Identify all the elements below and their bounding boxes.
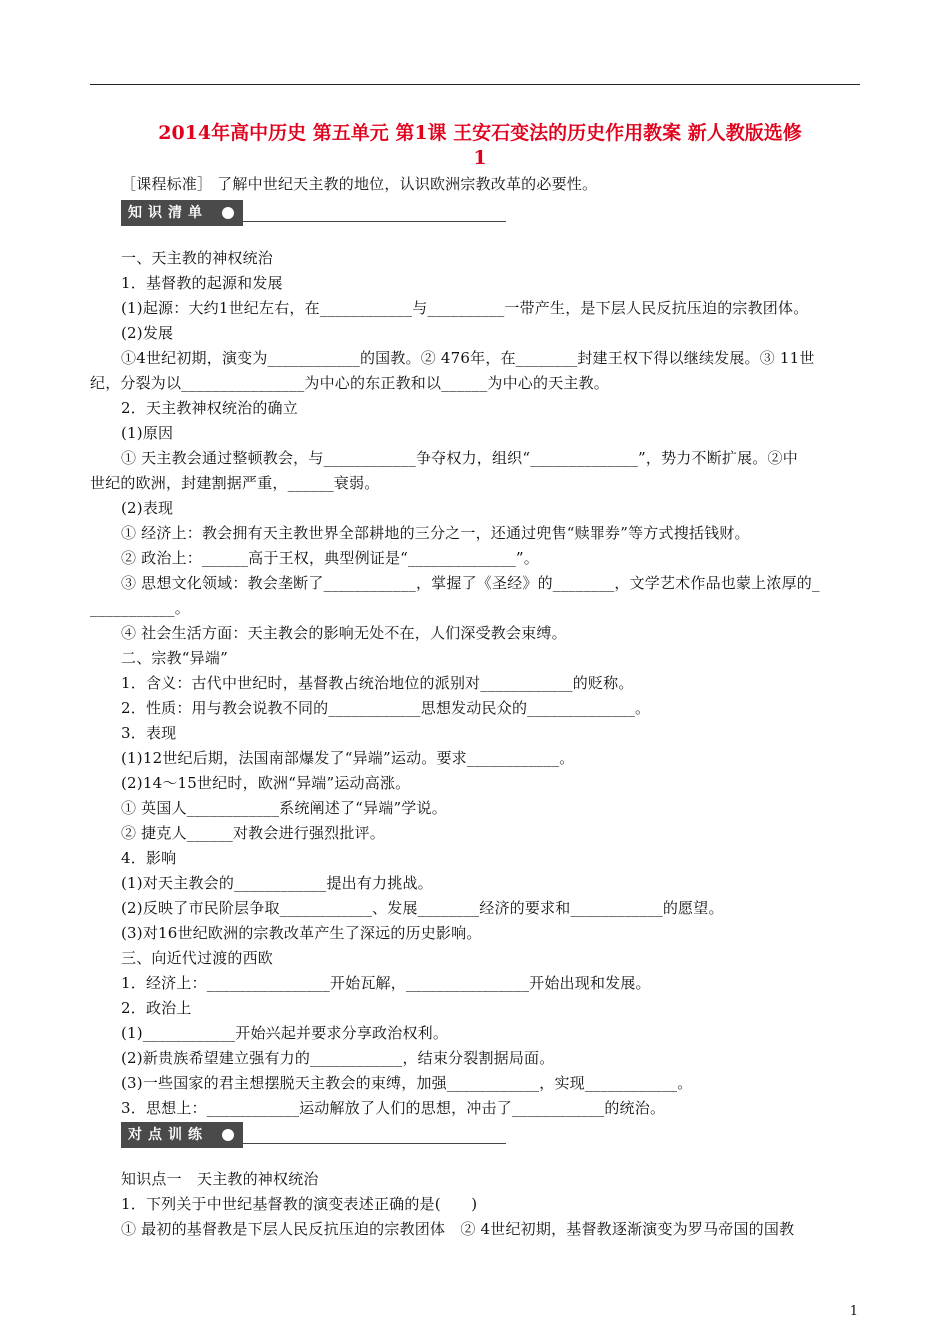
section-head-label: 知识清单	[121, 200, 243, 226]
section-head-label: 对点训练	[121, 1122, 243, 1148]
text-line: 1．基督教的起源和发展	[121, 274, 283, 292]
text-line: (1)原因	[121, 424, 174, 442]
text-line: ② 政治上：______高于王权，典型例证是“______________”。	[121, 549, 539, 567]
text-line: ①4世纪初期，演变为____________的国教。② 476年，在________封建王权下得以继续发展。③ 11世	[121, 349, 815, 367]
text-line: 世纪的欧洲，封建割据严重，______衰弱。	[90, 474, 380, 492]
text-line: 三、向近代过渡的西欧	[121, 949, 274, 967]
section-head-knowledge	[121, 200, 506, 226]
text-line: (2)反映了市民阶层争取____________、发展________经济的要求和____________的愿望。	[121, 899, 724, 917]
text-line: ① 天主教会通过整顿教会，与____________争夺权力，组织“______________”，势力不断扩展。②中	[121, 449, 798, 467]
knowledge-point: 知识点一 天主教的神权统治	[121, 1170, 319, 1188]
text-line: (1)12世纪后期，法国南部爆发了“异端”运动。要求____________。	[121, 749, 575, 767]
text-line: ③ 思想文化领域：教会垄断了____________，掌握了《圣经》的________，文学艺术作品也蒙上浓厚的_	[121, 574, 820, 592]
text-line: (2)14～15世纪时，欧洲“异端”运动高涨。	[121, 774, 411, 792]
document-title-cont: 1	[473, 147, 487, 169]
text-line: ___________。	[90, 599, 190, 617]
text-line: (1)起源：大约1世纪左右，在____________与__________一带产生，是下层人民反抗压迫的宗教团体。	[121, 299, 809, 317]
text-line: 纪，分裂为以________________为中心的东正教和以______为中心的天主教。	[90, 374, 610, 392]
text-line: 一、天主教的神权统治	[121, 249, 274, 267]
text-line: 3．表现	[121, 724, 177, 742]
text-line: (2)发展	[121, 324, 174, 342]
section-rule	[243, 1143, 506, 1144]
text-line: 2．性质：用与教会说教不同的____________思想发动民众的______________。	[121, 699, 651, 717]
header-rule	[90, 84, 860, 85]
text-line: 二、宗教“异端”	[121, 649, 228, 667]
question-options: ① 最初的基督教是下层人民反抗压迫的宗教团体 ② 4世纪初期，基督教逐渐演变为罗马帝国的国教	[121, 1220, 795, 1238]
text-line: (1)对天主教会的____________提出有力挑战。	[121, 874, 433, 892]
text-line: 1．含义：古代中世纪时，基督教占统治地位的派别对____________的贬称。	[121, 674, 634, 692]
text-line: (2)新贵族希望建立强有力的____________，结束分裂割据局面。	[121, 1049, 555, 1067]
text-line: (3)对16世纪欧洲的宗教改革产生了深远的历史影响。	[121, 924, 482, 942]
text-line: 2．政治上	[121, 999, 192, 1017]
bullet-dot-icon	[222, 1129, 234, 1141]
bullet-dot-icon	[222, 207, 234, 219]
text-line: ② 捷克人______对教会进行强烈批评。	[121, 824, 385, 842]
page-number: 1	[849, 1304, 858, 1319]
text-line: 2．天主教神权统治的确立	[121, 399, 298, 417]
text-line: 1．经济上：________________开始瓦解，________________开始出现和发展。	[121, 974, 651, 992]
document-title: 2014年高中历史 第五单元 第1课 王安石变法的历史作用教案 新人教版选修	[158, 122, 802, 144]
text-line: 3．思想上：____________运动解放了人们的思想，冲击了____________的统治。	[121, 1099, 666, 1117]
text-line: ④ 社会生活方面：天主教会的影响无处不在，人们深受教会束缚。	[121, 624, 567, 642]
text-line: 4．影响	[121, 849, 177, 867]
text-line: (2)表现	[121, 499, 174, 517]
text-line: ① 英国人____________系统阐述了“异端”学说。	[121, 799, 447, 817]
course-standard: ［课程标准］ 了解中世纪天主教的地位，认识欧洲宗教改革的必要性。	[121, 175, 598, 193]
text-line: ① 经济上：教会拥有天主教世界全部耕地的三分之一，还通过兜售“赎罪券”等方式搜括钱财。	[121, 524, 750, 542]
section-head-training	[121, 1122, 506, 1148]
question-stem: 1．下列关于中世纪基督教的演变表述正确的是( )	[121, 1195, 478, 1213]
text-line: (3)一些国家的君主想摆脱天主教会的束缚，加强____________，实现____________。	[121, 1074, 693, 1092]
section-rule	[243, 221, 506, 222]
text-line: (1)____________开始兴起并要求分享政治权利。	[121, 1024, 449, 1042]
